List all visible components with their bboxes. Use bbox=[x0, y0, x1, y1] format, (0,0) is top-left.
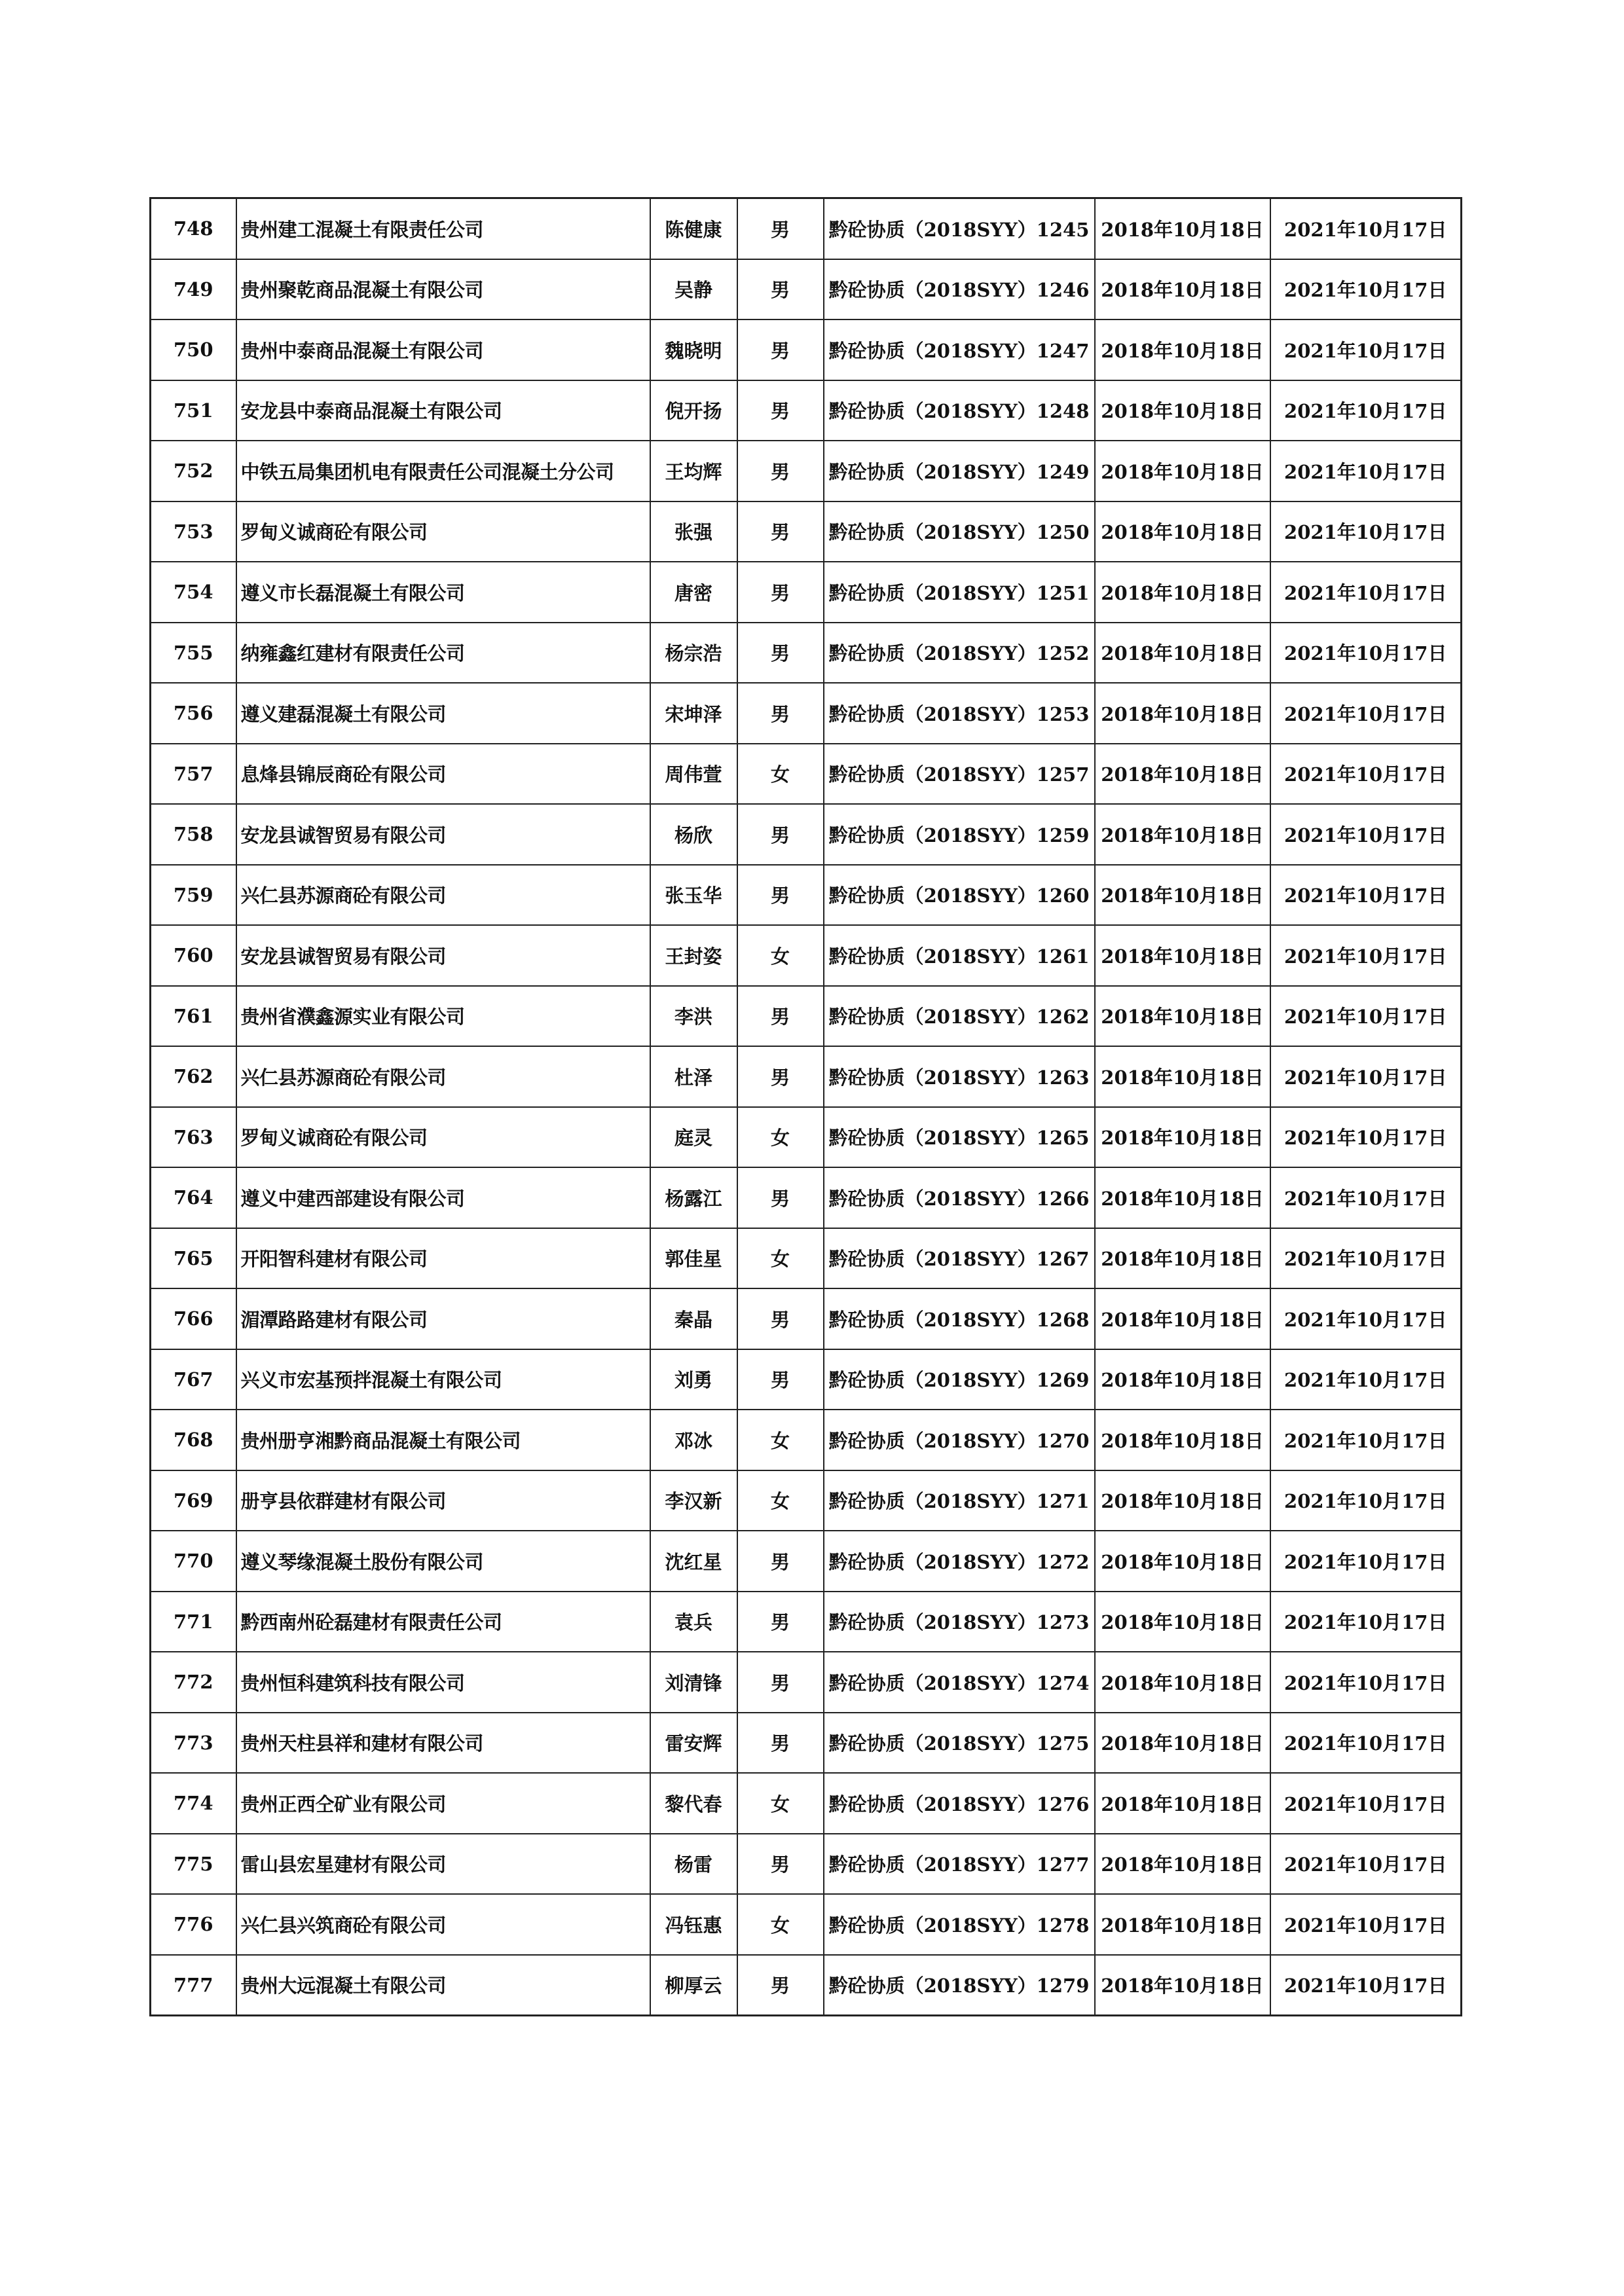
row-number-cell: 756 bbox=[151, 683, 236, 744]
expiry-date-cell: 2021年10月17日 bbox=[1270, 1955, 1462, 2016]
issue-date-cell: 2018年10月18日 bbox=[1095, 1470, 1270, 1531]
company-name-cell: 黔西南州砼磊建材有限责任公司 bbox=[236, 1592, 650, 1652]
company-name-cell: 贵州正西仝矿业有限公司 bbox=[236, 1773, 650, 1834]
expiry-date-cell: 2021年10月17日 bbox=[1270, 319, 1462, 380]
company-name-cell: 罗甸义诚商砼有限公司 bbox=[236, 501, 650, 562]
issue-date-cell: 2018年10月18日 bbox=[1095, 380, 1270, 441]
expiry-date-cell: 2021年10月17日 bbox=[1270, 1228, 1462, 1289]
person-name-cell: 王封姿 bbox=[650, 925, 737, 986]
company-name-cell: 开阳智科建材有限公司 bbox=[236, 1228, 650, 1289]
company-name-cell: 遵义建磊混凝土有限公司 bbox=[236, 683, 650, 744]
gender-cell: 男 bbox=[737, 1713, 824, 1774]
expiry-date-cell: 2021年10月17日 bbox=[1270, 259, 1462, 320]
issue-date-cell: 2018年10月18日 bbox=[1095, 1107, 1270, 1168]
person-name-cell: 吴静 bbox=[650, 259, 737, 320]
expiry-date-cell: 2021年10月17日 bbox=[1270, 986, 1462, 1047]
person-name-cell: 邓冰 bbox=[650, 1410, 737, 1470]
person-name-cell: 杨露江 bbox=[650, 1167, 737, 1228]
company-name-cell: 贵州天柱县祥和建材有限公司 bbox=[236, 1713, 650, 1774]
certificate-number-cell: 黔砼协质（2018SYY）1247 bbox=[824, 319, 1095, 380]
table-row bbox=[151, 804, 1462, 865]
certificate-number-cell: 黔砼协质（2018SYY）1270 bbox=[824, 1410, 1095, 1470]
issue-date-cell: 2018年10月18日 bbox=[1095, 1834, 1270, 1895]
person-name-cell: 李汉新 bbox=[650, 1470, 737, 1531]
issue-date-cell: 2018年10月18日 bbox=[1095, 1894, 1270, 1955]
issue-date-cell: 2018年10月18日 bbox=[1095, 1046, 1270, 1107]
certificate-number-cell: 黔砼协质（2018SYY）1273 bbox=[824, 1592, 1095, 1652]
person-name-cell: 宋坤泽 bbox=[650, 683, 737, 744]
certificate-number-cell: 黔砼协质（2018SYY）1276 bbox=[824, 1773, 1095, 1834]
person-name-cell: 杨宗浩 bbox=[650, 623, 737, 683]
person-name-cell: 倪开扬 bbox=[650, 380, 737, 441]
gender-cell: 男 bbox=[737, 1349, 824, 1410]
table-row bbox=[151, 1410, 1462, 1470]
person-name-cell: 刘清锋 bbox=[650, 1652, 737, 1713]
person-name-cell: 王均辉 bbox=[650, 441, 737, 501]
certificate-number-cell: 黔砼协质（2018SYY）1248 bbox=[824, 380, 1095, 441]
certificate-number-cell: 黔砼协质（2018SYY）1257 bbox=[824, 744, 1095, 805]
issue-date-cell: 2018年10月18日 bbox=[1095, 623, 1270, 683]
issue-date-cell: 2018年10月18日 bbox=[1095, 986, 1270, 1047]
gender-cell: 男 bbox=[737, 1955, 824, 2016]
issue-date-cell: 2018年10月18日 bbox=[1095, 1531, 1270, 1592]
table-row bbox=[151, 683, 1462, 744]
company-name-cell: 贵州大远混凝土有限公司 bbox=[236, 1955, 650, 2016]
certificate-number-cell: 黔砼协质（2018SYY）1246 bbox=[824, 259, 1095, 320]
gender-cell: 男 bbox=[737, 259, 824, 320]
gender-cell: 女 bbox=[737, 1894, 824, 1955]
person-name-cell: 庭灵 bbox=[650, 1107, 737, 1168]
row-number-cell: 758 bbox=[151, 804, 236, 865]
certificate-number-cell: 黔砼协质（2018SYY）1253 bbox=[824, 683, 1095, 744]
issue-date-cell: 2018年10月18日 bbox=[1095, 198, 1270, 259]
expiry-date-cell: 2021年10月17日 bbox=[1270, 1592, 1462, 1652]
certificate-number-cell: 黔砼协质（2018SYY）1262 bbox=[824, 986, 1095, 1047]
company-name-cell: 兴仁县苏源商砼有限公司 bbox=[236, 1046, 650, 1107]
issue-date-cell: 2018年10月18日 bbox=[1095, 1773, 1270, 1834]
table-row bbox=[151, 1592, 1462, 1652]
issue-date-cell: 2018年10月18日 bbox=[1095, 804, 1270, 865]
row-number-cell: 771 bbox=[151, 1592, 236, 1652]
expiry-date-cell: 2021年10月17日 bbox=[1270, 1410, 1462, 1470]
gender-cell: 男 bbox=[737, 683, 824, 744]
gender-cell: 女 bbox=[737, 1470, 824, 1531]
row-number-cell: 773 bbox=[151, 1713, 236, 1774]
certificate-table bbox=[149, 197, 1462, 2016]
expiry-date-cell: 2021年10月17日 bbox=[1270, 380, 1462, 441]
row-number-cell: 760 bbox=[151, 925, 236, 986]
gender-cell: 男 bbox=[737, 804, 824, 865]
table-row bbox=[151, 1773, 1462, 1834]
certificate-number-cell: 黔砼协质（2018SYY）1277 bbox=[824, 1834, 1095, 1895]
row-number-cell: 776 bbox=[151, 1894, 236, 1955]
company-name-cell: 兴仁县兴筑商砼有限公司 bbox=[236, 1894, 650, 1955]
certificate-number-cell: 黔砼协质（2018SYY）1245 bbox=[824, 198, 1095, 259]
person-name-cell: 秦晶 bbox=[650, 1288, 737, 1349]
company-name-cell: 兴仁县苏源商砼有限公司 bbox=[236, 865, 650, 926]
table-row bbox=[151, 744, 1462, 805]
table-row bbox=[151, 441, 1462, 501]
table-body bbox=[151, 198, 1462, 2016]
certificate-number-cell: 黔砼协质（2018SYY）1279 bbox=[824, 1955, 1095, 2016]
gender-cell: 女 bbox=[737, 1228, 824, 1289]
certificate-number-cell: 黔砼协质（2018SYY）1263 bbox=[824, 1046, 1095, 1107]
gender-cell: 男 bbox=[737, 986, 824, 1047]
row-number-cell: 772 bbox=[151, 1652, 236, 1713]
gender-cell: 男 bbox=[737, 1834, 824, 1895]
person-name-cell: 李洪 bbox=[650, 986, 737, 1047]
row-number-cell: 777 bbox=[151, 1955, 236, 2016]
row-number-cell: 757 bbox=[151, 744, 236, 805]
table-row bbox=[151, 1288, 1462, 1349]
row-number-cell: 775 bbox=[151, 1834, 236, 1895]
expiry-date-cell: 2021年10月17日 bbox=[1270, 1349, 1462, 1410]
gender-cell: 女 bbox=[737, 1107, 824, 1168]
certificate-number-cell: 黔砼协质（2018SYY）1250 bbox=[824, 501, 1095, 562]
certificate-number-cell: 黔砼协质（2018SYY）1269 bbox=[824, 1349, 1095, 1410]
person-name-cell: 柳厚云 bbox=[650, 1955, 737, 2016]
row-number-cell: 765 bbox=[151, 1228, 236, 1289]
row-number-cell: 752 bbox=[151, 441, 236, 501]
row-number-cell: 770 bbox=[151, 1531, 236, 1592]
expiry-date-cell: 2021年10月17日 bbox=[1270, 1107, 1462, 1168]
expiry-date-cell: 2021年10月17日 bbox=[1270, 925, 1462, 986]
table-row bbox=[151, 1167, 1462, 1228]
gender-cell: 男 bbox=[737, 441, 824, 501]
person-name-cell: 唐密 bbox=[650, 562, 737, 623]
issue-date-cell: 2018年10月18日 bbox=[1095, 1955, 1270, 2016]
expiry-date-cell: 2021年10月17日 bbox=[1270, 1470, 1462, 1531]
table-row bbox=[151, 1955, 1462, 2016]
person-name-cell: 冯钰惠 bbox=[650, 1894, 737, 1955]
row-number-cell: 755 bbox=[151, 623, 236, 683]
company-name-cell: 安龙县中泰商品混凝土有限公司 bbox=[236, 380, 650, 441]
certificate-number-cell: 黔砼协质（2018SYY）1268 bbox=[824, 1288, 1095, 1349]
company-name-cell: 湄潭路路建材有限公司 bbox=[236, 1288, 650, 1349]
company-name-cell: 遵义琴缘混凝土股份有限公司 bbox=[236, 1531, 650, 1592]
certificate-number-cell: 黔砼协质（2018SYY）1272 bbox=[824, 1531, 1095, 1592]
expiry-date-cell: 2021年10月17日 bbox=[1270, 198, 1462, 259]
table-row bbox=[151, 198, 1462, 259]
company-name-cell: 安龙县诚智贸易有限公司 bbox=[236, 925, 650, 986]
issue-date-cell: 2018年10月18日 bbox=[1095, 744, 1270, 805]
row-number-cell: 759 bbox=[151, 865, 236, 926]
table-row bbox=[151, 1107, 1462, 1168]
table-row bbox=[151, 501, 1462, 562]
row-number-cell: 774 bbox=[151, 1773, 236, 1834]
table-row bbox=[151, 1713, 1462, 1774]
certificate-number-cell: 黔砼协质（2018SYY）1259 bbox=[824, 804, 1095, 865]
expiry-date-cell: 2021年10月17日 bbox=[1270, 441, 1462, 501]
gender-cell: 男 bbox=[737, 865, 824, 926]
table-row bbox=[151, 380, 1462, 441]
gender-cell: 男 bbox=[737, 562, 824, 623]
issue-date-cell: 2018年10月18日 bbox=[1095, 683, 1270, 744]
issue-date-cell: 2018年10月18日 bbox=[1095, 319, 1270, 380]
gender-cell: 男 bbox=[737, 1288, 824, 1349]
table-row bbox=[151, 319, 1462, 380]
company-name-cell: 贵州中泰商品混凝土有限公司 bbox=[236, 319, 650, 380]
expiry-date-cell: 2021年10月17日 bbox=[1270, 804, 1462, 865]
table-row bbox=[151, 1349, 1462, 1410]
expiry-date-cell: 2021年10月17日 bbox=[1270, 1894, 1462, 1955]
row-number-cell: 750 bbox=[151, 319, 236, 380]
person-name-cell: 沈红星 bbox=[650, 1531, 737, 1592]
person-name-cell: 陈健康 bbox=[650, 198, 737, 259]
table-row bbox=[151, 986, 1462, 1047]
table-row bbox=[151, 562, 1462, 623]
certificate-number-cell: 黔砼协质（2018SYY）1278 bbox=[824, 1894, 1095, 1955]
gender-cell: 男 bbox=[737, 1046, 824, 1107]
issue-date-cell: 2018年10月18日 bbox=[1095, 1652, 1270, 1713]
certificate-number-cell: 黔砼协质（2018SYY）1271 bbox=[824, 1470, 1095, 1531]
company-name-cell: 罗甸义诚商砼有限公司 bbox=[236, 1107, 650, 1168]
person-name-cell: 刘勇 bbox=[650, 1349, 737, 1410]
gender-cell: 女 bbox=[737, 1410, 824, 1470]
company-name-cell: 贵州恒科建筑科技有限公司 bbox=[236, 1652, 650, 1713]
certificate-number-cell: 黔砼协质（2018SYY）1266 bbox=[824, 1167, 1095, 1228]
issue-date-cell: 2018年10月18日 bbox=[1095, 1592, 1270, 1652]
company-name-cell: 贵州聚乾商品混凝土有限公司 bbox=[236, 259, 650, 320]
table-row bbox=[151, 1652, 1462, 1713]
company-name-cell: 安龙县诚智贸易有限公司 bbox=[236, 804, 650, 865]
company-name-cell: 兴义市宏基预拌混凝土有限公司 bbox=[236, 1349, 650, 1410]
row-number-cell: 764 bbox=[151, 1167, 236, 1228]
certificate-number-cell: 黔砼协质（2018SYY）1251 bbox=[824, 562, 1095, 623]
issue-date-cell: 2018年10月18日 bbox=[1095, 1713, 1270, 1774]
gender-cell: 男 bbox=[737, 319, 824, 380]
expiry-date-cell: 2021年10月17日 bbox=[1270, 1531, 1462, 1592]
person-name-cell: 张玉华 bbox=[650, 865, 737, 926]
expiry-date-cell: 2021年10月17日 bbox=[1270, 501, 1462, 562]
person-name-cell: 周伟萱 bbox=[650, 744, 737, 805]
company-name-cell: 遵义中建西部建设有限公司 bbox=[236, 1167, 650, 1228]
expiry-date-cell: 2021年10月17日 bbox=[1270, 683, 1462, 744]
table-row bbox=[151, 1228, 1462, 1289]
person-name-cell: 杨雷 bbox=[650, 1834, 737, 1895]
gender-cell: 男 bbox=[737, 1592, 824, 1652]
table-row bbox=[151, 1834, 1462, 1895]
expiry-date-cell: 2021年10月17日 bbox=[1270, 1046, 1462, 1107]
row-number-cell: 753 bbox=[151, 501, 236, 562]
table-row bbox=[151, 1531, 1462, 1592]
issue-date-cell: 2018年10月18日 bbox=[1095, 1349, 1270, 1410]
row-number-cell: 748 bbox=[151, 198, 236, 259]
gender-cell: 女 bbox=[737, 1773, 824, 1834]
expiry-date-cell: 2021年10月17日 bbox=[1270, 1652, 1462, 1713]
gender-cell: 男 bbox=[737, 1531, 824, 1592]
expiry-date-cell: 2021年10月17日 bbox=[1270, 1773, 1462, 1834]
table-row bbox=[151, 623, 1462, 683]
issue-date-cell: 2018年10月18日 bbox=[1095, 441, 1270, 501]
person-name-cell: 黎代春 bbox=[650, 1773, 737, 1834]
issue-date-cell: 2018年10月18日 bbox=[1095, 865, 1270, 926]
expiry-date-cell: 2021年10月17日 bbox=[1270, 744, 1462, 805]
gender-cell: 女 bbox=[737, 744, 824, 805]
gender-cell: 男 bbox=[737, 501, 824, 562]
gender-cell: 男 bbox=[737, 198, 824, 259]
issue-date-cell: 2018年10月18日 bbox=[1095, 1410, 1270, 1470]
issue-date-cell: 2018年10月18日 bbox=[1095, 1228, 1270, 1289]
company-name-cell: 贵州建工混凝土有限责任公司 bbox=[236, 198, 650, 259]
company-name-cell: 贵州省濮鑫源实业有限公司 bbox=[236, 986, 650, 1047]
issue-date-cell: 2018年10月18日 bbox=[1095, 501, 1270, 562]
table-row bbox=[151, 865, 1462, 926]
person-name-cell: 郭佳星 bbox=[650, 1228, 737, 1289]
expiry-date-cell: 2021年10月17日 bbox=[1270, 562, 1462, 623]
table-row bbox=[151, 925, 1462, 986]
certificate-number-cell: 黔砼协质（2018SYY）1252 bbox=[824, 623, 1095, 683]
table-row bbox=[151, 1470, 1462, 1531]
certificate-number-cell: 黔砼协质（2018SYY）1249 bbox=[824, 441, 1095, 501]
gender-cell: 男 bbox=[737, 1167, 824, 1228]
person-name-cell: 袁兵 bbox=[650, 1592, 737, 1652]
gender-cell: 男 bbox=[737, 380, 824, 441]
table-row bbox=[151, 1046, 1462, 1107]
certificate-number-cell: 黔砼协质（2018SYY）1267 bbox=[824, 1228, 1095, 1289]
expiry-date-cell: 2021年10月17日 bbox=[1270, 1713, 1462, 1774]
row-number-cell: 762 bbox=[151, 1046, 236, 1107]
person-name-cell: 张强 bbox=[650, 501, 737, 562]
company-name-cell: 雷山县宏星建材有限公司 bbox=[236, 1834, 650, 1895]
expiry-date-cell: 2021年10月17日 bbox=[1270, 1167, 1462, 1228]
issue-date-cell: 2018年10月18日 bbox=[1095, 1167, 1270, 1228]
company-name-cell: 遵义市长磊混凝土有限公司 bbox=[236, 562, 650, 623]
row-number-cell: 751 bbox=[151, 380, 236, 441]
expiry-date-cell: 2021年10月17日 bbox=[1270, 1288, 1462, 1349]
expiry-date-cell: 2021年10月17日 bbox=[1270, 865, 1462, 926]
issue-date-cell: 2018年10月18日 bbox=[1095, 562, 1270, 623]
gender-cell: 男 bbox=[737, 1652, 824, 1713]
person-name-cell: 魏晓明 bbox=[650, 319, 737, 380]
row-number-cell: 769 bbox=[151, 1470, 236, 1531]
company-name-cell: 册亨县依群建材有限公司 bbox=[236, 1470, 650, 1531]
expiry-date-cell: 2021年10月17日 bbox=[1270, 623, 1462, 683]
issue-date-cell: 2018年10月18日 bbox=[1095, 925, 1270, 986]
certificate-number-cell: 黔砼协质（2018SYY）1274 bbox=[824, 1652, 1095, 1713]
issue-date-cell: 2018年10月18日 bbox=[1095, 259, 1270, 320]
company-name-cell: 息烽县锦辰商砼有限公司 bbox=[236, 744, 650, 805]
expiry-date-cell: 2021年10月17日 bbox=[1270, 1834, 1462, 1895]
person-name-cell: 雷安辉 bbox=[650, 1713, 737, 1774]
row-number-cell: 763 bbox=[151, 1107, 236, 1168]
gender-cell: 女 bbox=[737, 925, 824, 986]
gender-cell: 男 bbox=[737, 623, 824, 683]
certificate-number-cell: 黔砼协质（2018SYY）1261 bbox=[824, 925, 1095, 986]
table-row bbox=[151, 259, 1462, 320]
issue-date-cell: 2018年10月18日 bbox=[1095, 1288, 1270, 1349]
row-number-cell: 767 bbox=[151, 1349, 236, 1410]
company-name-cell: 中铁五局集团机电有限责任公司混凝土分公司 bbox=[236, 441, 650, 501]
certificate-number-cell: 黔砼协质（2018SYY）1260 bbox=[824, 865, 1095, 926]
row-number-cell: 754 bbox=[151, 562, 236, 623]
row-number-cell: 749 bbox=[151, 259, 236, 320]
row-number-cell: 766 bbox=[151, 1288, 236, 1349]
certificate-number-cell: 黔砼协质（2018SYY）1265 bbox=[824, 1107, 1095, 1168]
table-row bbox=[151, 1894, 1462, 1955]
row-number-cell: 768 bbox=[151, 1410, 236, 1470]
company-name-cell: 纳雍鑫红建材有限责任公司 bbox=[236, 623, 650, 683]
company-name-cell: 贵州册亨湘黔商品混凝土有限公司 bbox=[236, 1410, 650, 1470]
person-name-cell: 杨欣 bbox=[650, 804, 737, 865]
person-name-cell: 杜泽 bbox=[650, 1046, 737, 1107]
row-number-cell: 761 bbox=[151, 986, 236, 1047]
certificate-number-cell: 黔砼协质（2018SYY）1275 bbox=[824, 1713, 1095, 1774]
